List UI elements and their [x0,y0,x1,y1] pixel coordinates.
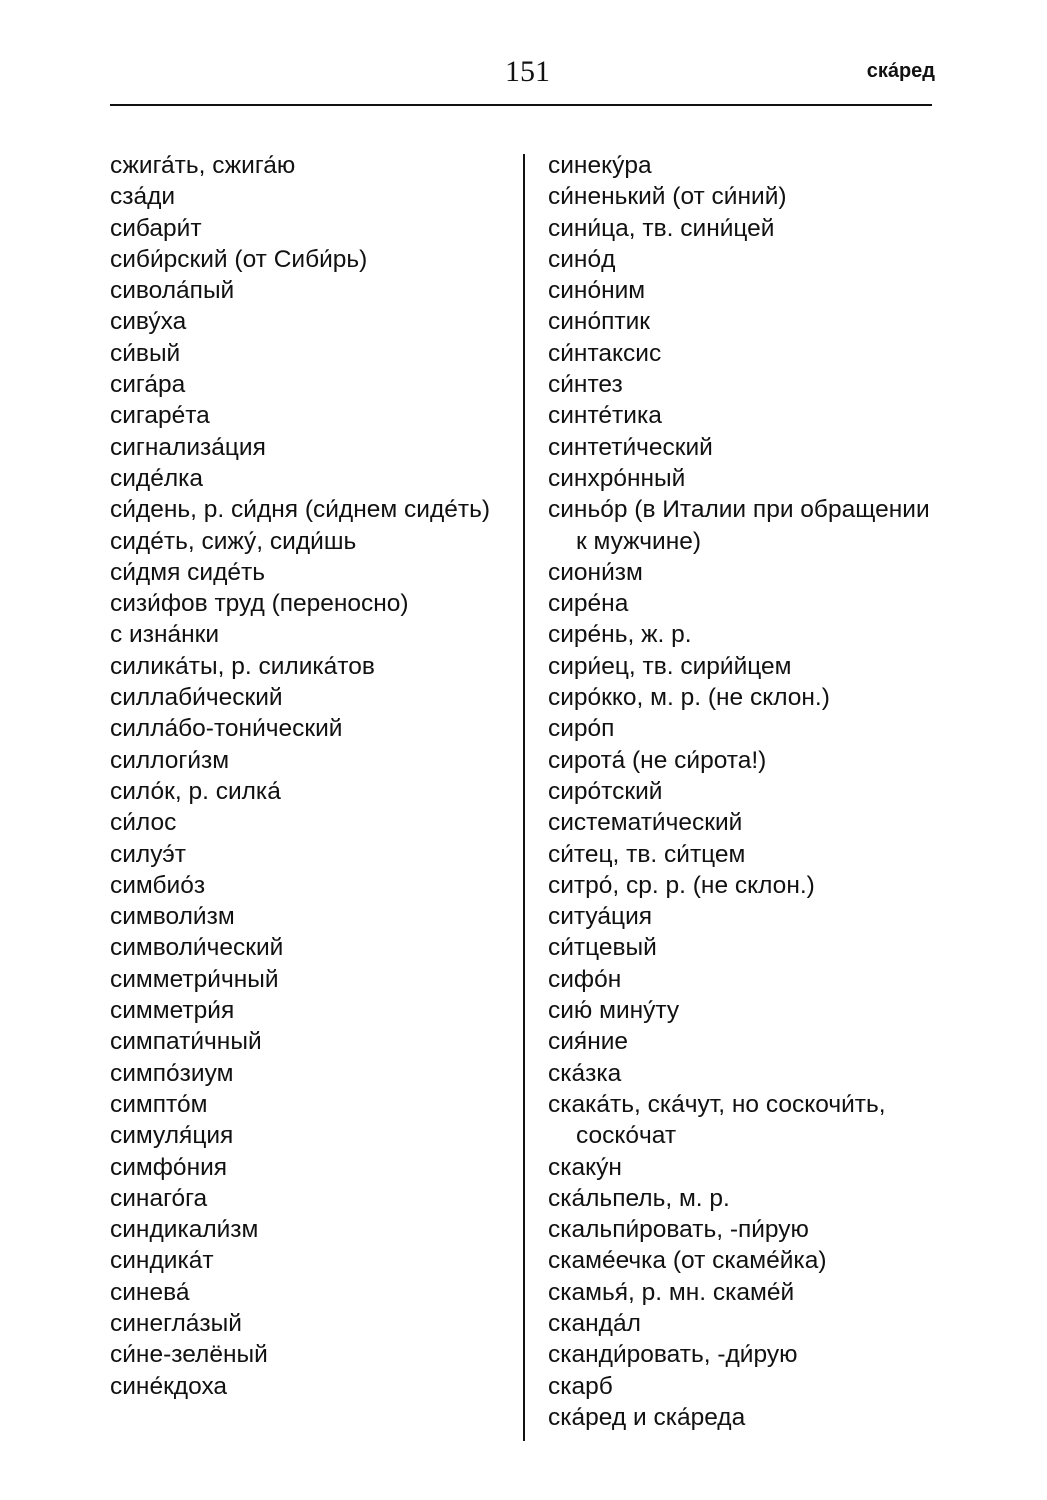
dictionary-entry: сжига́ть, сжига́ю [110,152,296,179]
dictionary-entry: синьо́р (в Италии при обращении к мужчине) [548,496,930,555]
running-head: ска́ред [866,60,935,82]
dictionary-entry: сире́на [548,590,629,618]
dictionary-entry: сия́ние [548,1028,629,1056]
dictionary-entry: симпто́м [110,1090,208,1118]
dictionary-entry: си́вый [110,339,181,367]
dictionary-entry: синаго́га [110,1184,208,1212]
dictionary-entry: си́ненький (от си́ний) [548,183,787,211]
dictionary-entry: сиро́п [548,715,615,743]
dictionary-entry: символи́зм [110,903,235,931]
dictionary-entry: синтети́ческий [548,433,713,461]
dictionary-entry: символи́ческий [110,934,284,962]
dictionary-entry: си́нтез [548,371,623,399]
dictionary-entry: ситуа́ция [548,903,653,931]
dictionary-entry: синдика́т [110,1247,214,1275]
dictionary-entry: скака́ть, ска́чут, но соскочи́ть, соско́чат [548,1090,886,1150]
dictionary-entry: сиби́рский (от Сиби́рь) [110,245,368,273]
dictionary-entry: скаме́ечка (от скаме́йка) [548,1247,827,1275]
dictionary-entry: сини́ца, тв. сини́цей [548,214,775,242]
dictionary-entry: си́нтаксис [548,339,662,367]
dictionary-entry: синеку́ра [548,152,652,179]
dictionary-entry: системати́ческий [548,809,743,837]
dictionary-entry: сигнализа́ция [110,433,266,461]
dictionary-entry: с изна́нки [110,621,220,649]
dictionary-entry: сино́птик [548,308,650,336]
dictionary-entry: синегла́зый [110,1309,242,1337]
dictionary-entry: ситро́, ср. р. (не склон.) [548,871,815,899]
dictionary-entry: синте́тика [548,402,662,430]
dictionary-entry: синхро́нный [548,464,686,492]
dictionary-entry: си́не-зелёный [110,1341,268,1369]
dictionary-entry: симуля́ция [110,1122,234,1150]
dictionary-entry: силлаби́ческий [110,684,283,712]
dictionary-entry: силуэ́т [110,840,186,868]
right-column [548,150,938,1433]
dictionary-entry: сино́д [548,245,616,273]
header-rule [110,104,932,106]
dictionary-entry: сию́ мину́ту [548,997,680,1025]
dictionary-entry: сире́нь, ж. р. [548,621,692,649]
dictionary-entry: симпо́зиум [110,1059,234,1087]
dictionary-entry: сирота́ (не си́рота!) [548,746,767,774]
dictionary-entry: сканда́л [548,1309,641,1337]
dictionary-entry: сканди́ровать, -ди́рую [548,1341,798,1369]
dictionary-entry: си́тец, тв. си́тцем [548,840,746,868]
dictionary-entry: сза́ди [110,183,176,211]
dictionary-entry: скаку́н [548,1153,622,1181]
dictionary-entry: си́день, р. си́дня (си́днем сиде́ть) [110,496,491,524]
dictionary-entry: силлоги́зм [110,746,230,774]
dictionary-entry: сибари́т [110,214,202,242]
dictionary-entry: сиро́кко, м. р. (не склон.) [548,684,830,712]
dictionary-entry: сиву́ха [110,308,187,336]
dictionary-entry: сине́кдоха [110,1372,228,1400]
dictionary-entry: сиде́лка [110,464,204,492]
dictionary-entry: скальпи́ровать, -пи́рую [548,1216,809,1244]
dictionary-entry: симметри́я [110,997,235,1025]
dictionary-entry: симпати́чный [110,1028,262,1056]
dictionary-entry: си́лос [110,809,177,837]
column-divider [523,154,525,1441]
dictionary-entry: сири́ец, тв. сири́йцем [548,652,792,680]
dictionary-entry: сига́ра [110,371,186,399]
page-number: 151 [505,55,550,88]
dictionary-entry: силла́бо-тони́ческий [110,715,343,743]
dictionary-entry: скамья́, р. мн. скаме́й [548,1278,795,1306]
dictionary-entry: сифо́н [548,965,622,993]
left-column [110,150,505,1402]
dictionary-entry: сиде́ть, сижу́, сиди́шь [110,527,357,555]
dictionary-entry: симбио́з [110,871,206,899]
dictionary-entry: ска́льпель, м. р. [548,1184,730,1212]
dictionary-entry: си́тцевый [548,934,657,962]
dictionary-entry: симфо́ния [110,1153,228,1181]
dictionary-entry: ска́зка [548,1059,622,1087]
dictionary-entry: сиро́тский [548,777,663,805]
dictionary-entry: ска́ред и ска́реда [548,1403,746,1431]
dictionary-entry: сивола́пый [110,277,235,305]
dictionary-entry: си́дмя сиде́ть [110,558,265,586]
dictionary-entry: скарб [548,1372,613,1400]
dictionary-entry: сило́к, р. силка́ [110,777,281,805]
dictionary-entry: синдикали́зм [110,1216,259,1244]
dictionary-entry: симметри́чный [110,965,279,993]
dictionary-entry: сиони́зм [548,558,643,586]
dictionary-entry: силика́ты, р. силика́тов [110,652,375,680]
dictionary-entry: сино́ним [548,277,646,305]
dictionary-entry: сигаре́та [110,402,210,430]
dictionary-entry: сизи́фов труд (переносно) [110,590,409,618]
dictionary-entry: синева́ [110,1278,190,1306]
